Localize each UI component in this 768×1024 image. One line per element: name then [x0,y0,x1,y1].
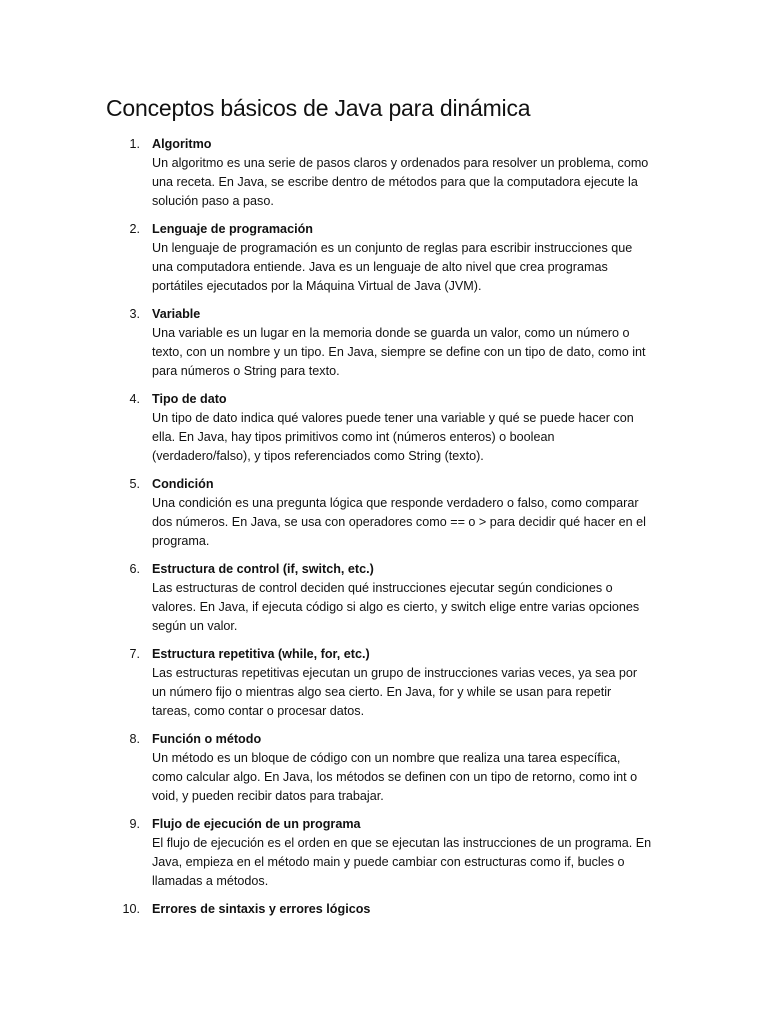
item-title: Errores de sintaxis y errores lógicos [152,902,371,916]
item-number: 3. [129,307,140,321]
item-title: Condición [152,477,214,491]
item-description: Un método es un bloque de código con un nombre que realiza una tarea específica, como calcular algo. En Java, los métodos se definen con un tipo de retorno, como int o void, y pueden recibir datos para trabajar. [152,751,638,803]
concept-item-flujo-ejecucion [106,815,666,891]
concept-item-lenguaje [106,220,666,296]
item-description: Una condición es una pregunta lógica que responde verdadero o falso, como comparar dos números. En Java, se usa con operadores como == o > para decidir qué hacer en el programa. [152,496,646,548]
concept-item-tipo-de-dato [106,390,666,466]
document-page [106,93,666,928]
item-description: Las estructuras de control deciden qué instrucciones ejecutar según condiciones o valores. En Java, if ejecuta código si algo es cierto, y switch elige entre varias opciones según un valor. [152,581,640,633]
item-number: 1. [129,137,140,151]
item-description: Un algoritmo es una serie de pasos claros y ordenados para resolver un problema, como una receta. En Java, se escribe dentro de métodos para que la computadora ejecute la solución paso a paso. [152,156,649,208]
item-number: 4. [129,392,140,406]
item-number: 7. [129,647,140,661]
item-title: Flujo de ejecución de un programa [152,817,361,831]
concept-item-estructura-repetitiva [106,645,666,721]
concept-list [106,135,666,919]
item-title: Estructura repetitiva (while, for, etc.) [152,647,370,661]
item-title: Función o método [152,732,262,746]
item-title: Tipo de dato [152,392,227,406]
item-description: El flujo de ejecución es el orden en que se ejecutan las instrucciones de un programa. En Java, empieza en el método main y puede cambiar con estructuras como if, bucles o llamadas a métodos. [152,836,652,888]
item-number: 9. [129,817,140,831]
concept-item-estructura-control [106,560,666,636]
item-number: 5. [129,477,140,491]
concept-item-funcion-metodo [106,730,666,806]
item-title: Estructura de control (if, switch, etc.) [152,562,374,576]
document-title: Conceptos básicos de Java para dinámica [106,95,531,121]
concept-item-errores [106,900,666,919]
item-description: Un lenguaje de programación es un conjunto de reglas para escribir instrucciones que una computadora entiende. Java es un lenguaje de alto nivel que crea programas portátiles ejecutados por la Máquina Virtual de Java (JVM). [152,241,633,293]
item-description: Una variable es un lugar en la memoria donde se guarda un valor, como un número o texto, con un nombre y un tipo. En Java, siempre se define con un tipo de dato, como int para números o String para texto. [152,326,646,378]
item-number: 8. [129,732,140,746]
concept-item-condicion [106,475,666,551]
item-number: 6. [129,562,140,576]
item-description: Las estructuras repetitivas ejecutan un grupo de instrucciones varias veces, ya sea por un número fijo o mientras algo sea cierto. En Java, for y while se usan para repetir tareas, como contar o procesar datos. [152,666,638,718]
concept-item-variable [106,305,666,381]
item-number: 10. [122,902,140,916]
item-description: Un tipo de dato indica qué valores puede tener una variable y qué se puede hacer con ella. En Java, hay tipos primitivos como int (números enteros) o boolean (verdadero/falso), y tipos referenciados como String (texto). [152,411,634,463]
item-number: 2. [129,222,140,236]
item-title: Variable [152,307,201,321]
item-title: Lenguaje de programación [152,222,313,236]
concept-item-algoritmo [106,135,666,211]
item-title: Algoritmo [152,137,212,151]
